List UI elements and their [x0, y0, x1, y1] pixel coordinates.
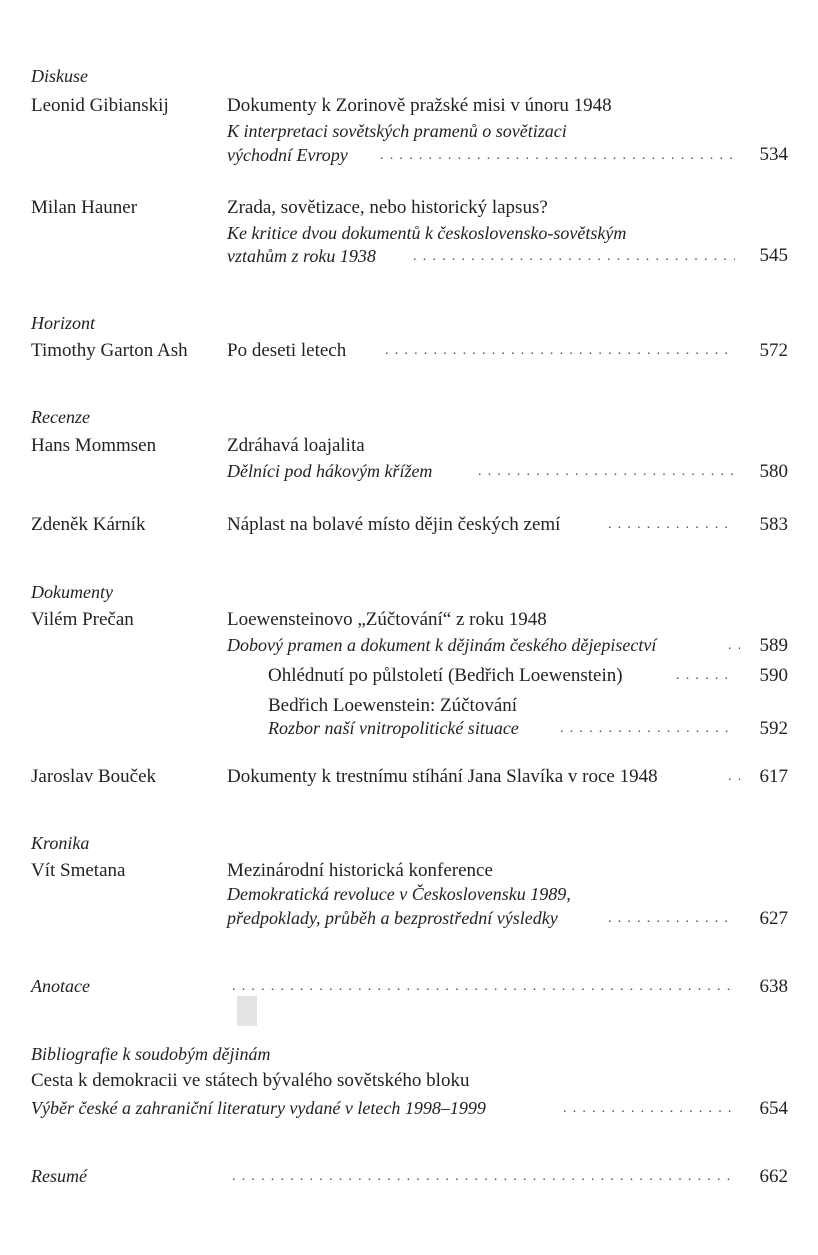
entry-title: Po deseti letech [227, 340, 347, 361]
page-number: 617 [759, 766, 788, 787]
entry-title: Loewensteinovo „Zúčtování“ z roku 1948 [227, 609, 547, 630]
page-number: 534 [759, 144, 788, 165]
dot-leader [728, 639, 740, 653]
entry-subtitle: východní Evropy [227, 145, 348, 165]
page-number: 662 [759, 1166, 788, 1187]
entry-author: Milan Hauner [31, 197, 138, 218]
entry-author: Leonid Gibianskij [31, 95, 169, 116]
page-number: 638 [759, 976, 788, 997]
entry-title: Zrada, sovětizace, nebo historický lapsus? [227, 197, 548, 218]
dot-leader [728, 770, 740, 784]
entry-author: Jaroslav Bouček [31, 766, 157, 787]
entry-subtitle: Výběr české a zahraniční literatury vydané v letech 1998–1999 [31, 1098, 486, 1118]
entry-title: Cesta k demokracii ve státech bývalého sovětského bloku [31, 1070, 470, 1091]
dot-leader [380, 149, 735, 163]
entry-subentry-title: Bedřich Loewenstein: Zúčtování [268, 695, 518, 716]
entry-subentry-title: Ohlédnutí po půlstoletí (Bedřich Loewenstein) [268, 665, 623, 686]
entry-subtitle: vztahům z roku 1938 [227, 246, 376, 266]
entry-subtitle: Demokratická revoluce v Československu 1989, [227, 884, 571, 904]
dot-leader [560, 722, 735, 736]
section-anotace: Anotace [31, 976, 90, 996]
section-kronika: Kronika [31, 833, 90, 853]
dot-leader [563, 1102, 735, 1116]
page-number: 654 [759, 1098, 788, 1119]
section-dokumenty: Dokumenty [31, 582, 113, 602]
page-number: 545 [759, 245, 788, 266]
entry-subtitle: Ke kritice dvou dokumentů k československo-sovětským [227, 223, 627, 243]
entry-title: Dokumenty k Zorinově pražské misi v únoru 1948 [227, 95, 612, 116]
page-number: 583 [759, 514, 788, 535]
entry-title: Náplast na bolavé místo dějin českých zemí [227, 514, 561, 535]
entry-subtitle: Dělníci pod hákovým křížem [227, 461, 433, 481]
page-number: 580 [759, 461, 788, 482]
entry-subtitle: Rozbor naší vnitropolitické situace [268, 718, 519, 738]
dot-leader [232, 980, 735, 994]
entry-title: Dokumenty k trestnímu stíhání Jana Slavíka v roce 1948 [227, 766, 658, 787]
section-horizont: Horizont [31, 313, 96, 333]
dot-leader [232, 1170, 735, 1184]
entry-author: Vít Smetana [31, 860, 126, 881]
page-number: 589 [759, 635, 788, 656]
section-recenze: Recenze [31, 407, 90, 427]
entry-author: Hans Mommsen [31, 435, 157, 456]
section-resume: Resumé [31, 1166, 87, 1186]
dot-leader [676, 669, 735, 683]
entry-title: Mezinárodní historická konference [227, 860, 493, 881]
entry-subtitle: K interpretaci sovětských pramenů o sovětizaci [227, 121, 567, 141]
page-number: 572 [759, 340, 788, 361]
dot-leader [478, 465, 735, 479]
entry-subtitle: Dobový pramen a dokument k dějinám českého dějepisectví [227, 635, 657, 655]
page-number: 590 [759, 665, 788, 686]
section-diskuse: Diskuse [31, 66, 88, 86]
section-bibliografie: Bibliografie k soudobým dějinám [31, 1044, 271, 1064]
entry-subtitle: předpoklady, průběh a bezprostřední výsledky [227, 908, 558, 928]
page-number: 627 [759, 908, 788, 929]
scan-artifact [237, 996, 257, 1026]
dot-leader [608, 518, 735, 532]
entry-title: Zdráhavá loajalita [227, 435, 365, 456]
dot-leader [608, 912, 735, 926]
entry-author: Zdeněk Kárník [31, 514, 146, 535]
page-number: 592 [759, 718, 788, 739]
dot-leader [413, 250, 735, 264]
entry-author: Timothy Garton Ash [31, 340, 188, 361]
entry-author: Vilém Prečan [31, 609, 134, 630]
dot-leader [385, 344, 735, 358]
